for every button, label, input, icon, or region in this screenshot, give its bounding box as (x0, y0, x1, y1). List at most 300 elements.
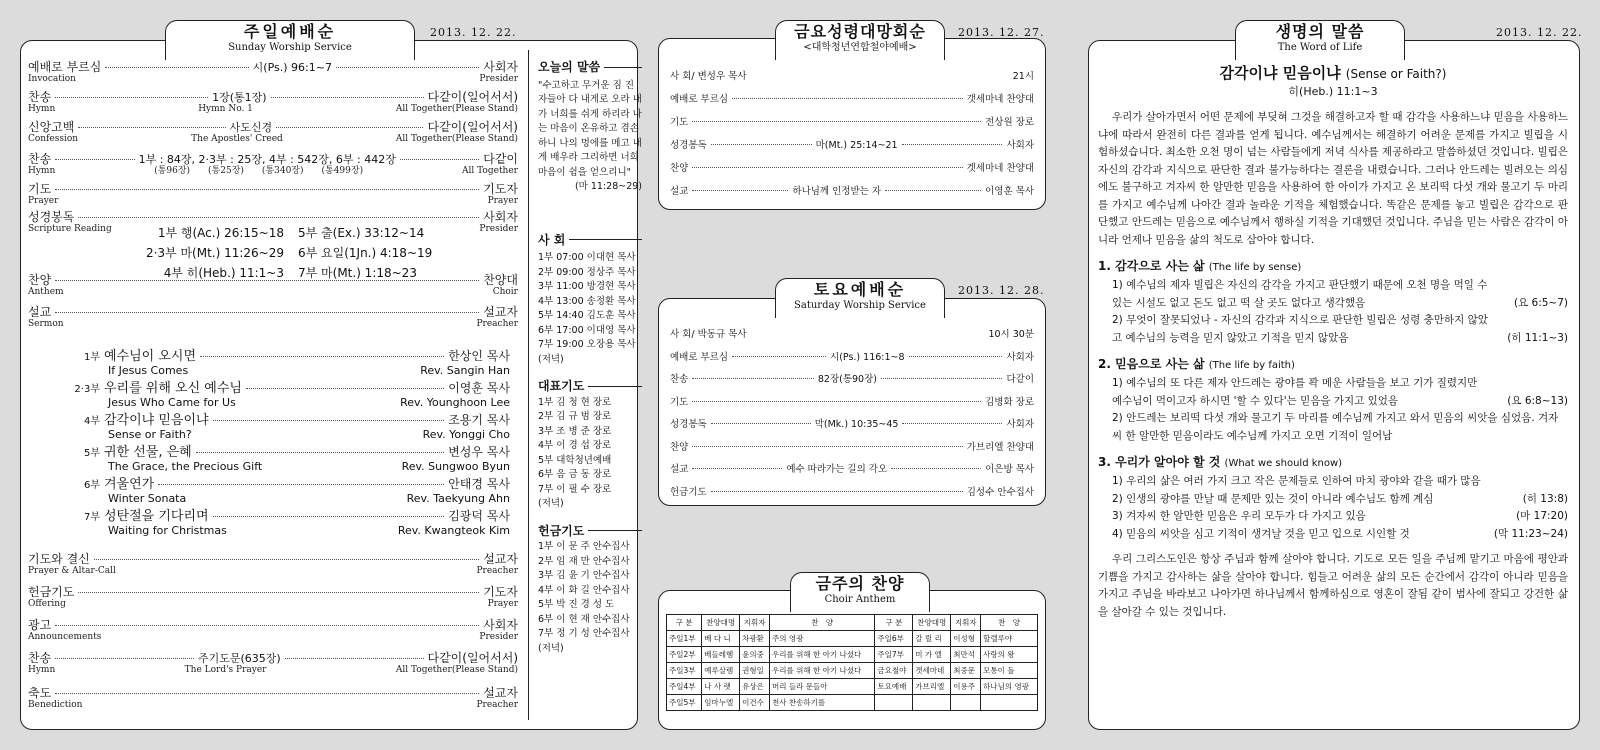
sidebar-list-item: 4부 이 화 길 안수집사 (538, 584, 630, 596)
order-item (28, 305, 518, 333)
order-item-name-en: Sermon (28, 319, 64, 329)
order-item-leader-en: Preacher (476, 700, 518, 710)
anthem-cell: 주일7부 (875, 647, 913, 663)
schedule-leader: 21시 (1012, 71, 1034, 82)
order-item-leader-en: All Together(Please Stand) (395, 134, 518, 144)
sermon-title-en: Sense or Faith? (108, 428, 192, 441)
order-item-leader-en: Prayer (487, 599, 518, 609)
schedule-item: 예배로 부르심 (670, 94, 729, 105)
anthem-cell: 갈 릴 리 (913, 631, 951, 647)
section-point-text: 1) 예수님의 또 다른 제자 안드레는 광야를 꽉 메운 사람들을 보고 기가 질렸지만 예수님이 먹이고자 하시면 '할 수 있다'는 믿음을 가지고 있었음 (1112, 377, 1478, 407)
order-item-leader-en: Presider (479, 74, 518, 84)
friday-title-tab (775, 20, 945, 60)
sidebar-list-item: 5부 박 진 경 성 도 (538, 599, 615, 610)
section-heading (1098, 257, 1568, 277)
sermon-title: 귀한 선물, 은혜 (104, 445, 192, 460)
order-item-leader: 다같이 (483, 152, 519, 166)
anthem-cell: 이용주 (951, 679, 981, 695)
schedule-item: 사 회/ 변성우 목사 (670, 71, 747, 82)
order-item-name-en: Scripture Reading (28, 224, 112, 234)
order-item (28, 552, 518, 580)
anthem-cell: 유상은 (740, 679, 770, 695)
anthem-cell: 최만석 (951, 647, 981, 663)
sidebar-list-item: 6부 이 현 재 안수집사 (538, 613, 630, 625)
order-item-name: 축도 (28, 686, 52, 700)
anthem-cell: 최중문 (951, 663, 981, 679)
schedule-leader: 이은방 목사 (985, 464, 1035, 475)
schedule-leader: 전상원 장로 (985, 117, 1034, 128)
sermon-service: 4부 (83, 416, 100, 427)
sidebar-list-item: 1부 07:00 이대현 목사 (538, 252, 636, 263)
order-item (28, 120, 518, 148)
order-item-name-en: Benediction (28, 700, 83, 710)
section-heading-en: (What we should know) (1224, 458, 1343, 469)
section-point-text: 2) 무엇이 잘못되었나 - 자신의 감각과 지식으로 판단한 빌립은 성령 충만하지 않았고 예수님의 능력을 믿지 않았고 기적을 믿지 않았음 (1112, 314, 1488, 344)
order-item-name-en: Announcements (28, 632, 102, 642)
anthem-cell (875, 695, 913, 711)
schedule-item: 설교 (670, 464, 689, 475)
section-point-ref: (마 17:20) (1516, 510, 1568, 522)
sermon-title: 겨울연가 (104, 477, 155, 492)
order-item-detail-en: The Apostles' Creed (191, 134, 283, 144)
sidebar-list-item: 7부 정 기 성 안수집사 (538, 628, 630, 639)
friday-title: 금요성령대망회순 (794, 22, 926, 41)
presider-heading (538, 233, 642, 248)
anthem-cell: 미 가 엘 (913, 647, 951, 663)
schedule-row (662, 114, 1042, 128)
order-item-name: 신앙고백 (28, 120, 75, 134)
sidebar-list-item: 1부 이 문 주 안수집사 (538, 541, 630, 552)
sermon-pastor: 조용기 목사 (448, 413, 510, 427)
order-item (28, 60, 518, 88)
order-item-leader-en: Presider (479, 632, 518, 642)
schedule-row (662, 461, 1042, 475)
rep-title: 대표기도 (538, 379, 585, 393)
order-item-detail: 1부 : 84장, 2·3부 : 25장, 4부 : 542장, 6부 : 442장 (138, 153, 396, 166)
anthem-header: 구 분 (875, 615, 913, 631)
sermon-item (60, 476, 510, 506)
sermon-pastor-en: Rev. Younghoon Lee (400, 396, 510, 409)
offer-title: 헌금기도 (538, 523, 585, 538)
order-item-name-en: Offering (28, 599, 66, 609)
section-point-ref: (요 6:8~13) (1507, 394, 1568, 407)
schedule-row (662, 394, 1042, 408)
order-item-leader-en: Choir (492, 287, 518, 297)
schedule-row (662, 137, 1042, 151)
anthem-cell: 이건수 (740, 695, 770, 711)
section-heading (1098, 453, 1568, 473)
reading: 6부 요일(1Jn.) 4:18~19 (298, 246, 433, 260)
anthem-header: 구 분 (667, 615, 702, 631)
section-point (1098, 526, 1568, 544)
sermon-closing: 우리 그리스도인은 항상 주님과 함께 살아야 합니다. 기도로 모든 일을 주님께 맡기고 마음에 평안과 기쁨을 가지고 감사하는 삶을 살아야 합니다. 힘들고 어려운 삶의 모든 순간에서 감각이 아니라 믿음을 가지고 주님을 바라보고 나아가면 하나님께서 함께하심으로 영혼이 잘됨 같이 범사에 잘되고 강건한 삶을 살아갈 수 있는 것입니다. (1098, 553, 1568, 618)
anthem-cell (981, 695, 1038, 711)
anthem-cell: 주일1부 (667, 631, 702, 647)
presider-list (538, 251, 642, 367)
anthem-cell: 주일6부 (875, 631, 913, 647)
schedule-detail: 82장(통90장) (817, 374, 877, 385)
word-title-tab (1235, 20, 1405, 60)
sermon-pastor-en: Rev. Yonggi Cho (422, 428, 510, 441)
schedule-item: 헌금기도 (670, 486, 707, 498)
schedule-row (662, 160, 1042, 174)
anthem-cell: 가브리엘 (913, 679, 951, 695)
anthem-cell: 하나님의 영광 (981, 679, 1038, 695)
offer-list (538, 540, 642, 656)
sermon-intro: 우리가 살아가면서 어떤 문제에 부딪혀 그것을 해결하고자 할 때 감각을 사용하느냐 믿음을 사용하느냐에 따라서 완전히 다른 결과를 얻게 됩니다. 예수님께서는 해결하기 어려운 문제를 가지고 빌립을 시험하셨습니다. 최소한 오천 명이 넘는 사람들에게 저녁 식사를 제공하라고 말씀하셨던 것입니다. 빌립은 자신의 감각과 지식으로 판단한 결과 불가능하다는 결론을 내렸습니다. 그러나 안드레는 빌려오는 의심에도 불구하고 겨자씨 한 알만한 믿음을 사용하여 한 아이가 가지고 온 보리떡 다섯 개와 물고기 두 마리를 가지고 예수님께 나아간 결과 놀라운 기적을 체험했습니다. 똑같은 문제를 놓고 빌립은 감각으로 판단했고 안드레는 믿음으로 예수님께서 행하실 기적을 기대했던 것입니다. 주님을 믿는 사람은 감각이 아니라 언제나 믿음을 삶의 척도로 삼아야 합니다. (1098, 111, 1568, 246)
anthem-row (667, 631, 1038, 647)
section-point (1098, 508, 1568, 526)
friday-date: 2013. 12. 27. (958, 26, 1045, 39)
sermon-title-en: Winter Sonata (108, 492, 187, 505)
schedule-leader: 가브리엘 찬양대 (966, 441, 1034, 453)
sermon-pastor-en: Rev. Sangin Han (420, 364, 510, 377)
order-item-name: 성경봉독 (28, 210, 75, 224)
section-list (1098, 473, 1568, 543)
order-item-leader: 다같이(일어서서) (427, 120, 518, 134)
sermon-service: 5부 (83, 448, 100, 459)
order-item-name: 헌금기도 (28, 585, 75, 599)
anthem-cell: 베들레헴 (702, 647, 740, 663)
anthem-row (667, 695, 1038, 711)
anthem-cell: 모통이 돌 (981, 663, 1038, 679)
sidebar-list-item: 6부 17:00 이대영 목사 (538, 324, 636, 336)
order-item-name-en: Anthem (28, 287, 64, 297)
anthem-row (667, 679, 1038, 695)
anthem-header: 지휘자 (951, 615, 981, 631)
schedule-leader: 사회자 (1006, 419, 1035, 430)
anthem-cell: 우리를 위해 한 아기 나셨다 (770, 663, 875, 679)
anthem-header: 찬 양 (981, 615, 1038, 631)
sidebar-list-item: 6부 음 금 동 장로 (538, 469, 612, 480)
sunday-subtitle: Sunday Worship Service (228, 42, 352, 53)
anthem-cell: 주일4부 (667, 679, 702, 695)
section-heading-ko: 2. 믿음으로 사는 삶 (1098, 357, 1205, 371)
section-point-text: 4) 믿음의 씨앗을 심고 기적이 생겨날 것을 믿고 입으로 시인할 것 (1112, 527, 1410, 540)
sidebar-list-item: 3부 11:00 방경현 목사 (538, 281, 636, 292)
order-item-leader-en: All Together (462, 166, 518, 176)
verse-text: "수고하고 무거운 짐 진 자들아 다 내게로 오라 내가 너희를 쉬게 하리라 나는 마음이 온유하고 겸손하니 나의 멍에를 메고 내게 배우라 그리하면 너희 마음이 쉼을 얻으리니" (538, 79, 642, 178)
schedule-row (662, 68, 1042, 82)
anthem-cell: 토요예배 (875, 679, 913, 695)
sermon-title-en: If Jesus Comes (108, 364, 189, 377)
sermon-pastor: 변성우 목사 (448, 445, 510, 459)
schedule-row (662, 416, 1042, 430)
order-item-leader: 설교자 (483, 305, 518, 319)
order-item-name: 기도와 결신 (28, 552, 90, 566)
saturday-title-tab (775, 278, 945, 318)
sermon-pastor: 안태경 목사 (448, 477, 510, 491)
sermon-title-en: The Grace, the Precious Gift (108, 460, 263, 473)
sermon-title-en: Waiting for Christmas (108, 524, 227, 537)
schedule-item: 찬양 (670, 163, 689, 174)
anthem-header-row (667, 615, 1038, 631)
sidebar-list-item: 4부 이 경 섭 장로 (538, 440, 612, 451)
section-point-ref: (히 13:8) (1522, 492, 1568, 505)
order-item (28, 686, 518, 714)
order-item-leader: 기도자 (483, 585, 518, 599)
sermon-item (60, 508, 510, 538)
order-item-name-en: Prayer (28, 196, 59, 206)
order-item-detail: 시(Ps.) 96:1~7 (252, 61, 332, 74)
sidebar-list-item: 2부 김 규 범 장로 (538, 411, 612, 422)
sidebar-list-item: 7부 이 필 수 장로 (538, 483, 612, 495)
sermon-heading-en: (Sense or Faith?) (1345, 67, 1447, 81)
scripture-readings (128, 224, 458, 281)
sermon-title: 우리를 위해 오신 예수님 (104, 381, 242, 396)
anthem-cell: 겟세마네 (913, 663, 951, 679)
sermon-heading-ko: 감각이냐 믿음이냐 (1219, 64, 1341, 82)
sunday-title-tab (165, 20, 415, 60)
section-point-ref: (막 11:23~24) (1493, 527, 1568, 540)
order-item (28, 618, 518, 646)
verse-ref: (마 11:28~29) (574, 181, 642, 192)
anthem-cell: 할렐루야 (981, 631, 1038, 647)
anthem-row (667, 647, 1038, 663)
sermon-title: 예수님이 오시면 (104, 349, 197, 364)
schedule-item: 성경봉독 (670, 140, 707, 151)
anthem-title: 금주의 찬양 (815, 574, 905, 593)
reading: 7부 마(Mt.) 1:18~23 (298, 266, 417, 280)
schedule-leader: 사회자 (1006, 351, 1034, 363)
reading: 2·3부 마(Mt.) 11:26~29 (145, 246, 284, 260)
anthem-header: 찬양대명 (702, 615, 740, 631)
sidebar-list-item: (저녁) (538, 353, 564, 365)
section-point-text: 3) 겨자씨 한 알만한 믿음은 우리 모두가 다 가지고 있음 (1112, 510, 1366, 522)
anthem-cell (951, 695, 981, 711)
schedule-leader: 이영훈 목사 (985, 186, 1034, 197)
sidebar-list-item: 5부 14:40 김도훈 목사 (538, 310, 636, 321)
anthem-cell: 예루살렘 (702, 663, 740, 679)
schedule-leader: 겟세마네 찬양대 (966, 163, 1034, 174)
section-point-ref: (요 6:5~7) (1513, 296, 1568, 309)
order-item-name: 예배로 부르심 (28, 60, 102, 74)
anthem-table-wrap (666, 614, 1038, 711)
reading: 4부 히(Heb.) 11:1~3 (163, 266, 284, 280)
word-body (1098, 62, 1568, 621)
section-heading (1098, 355, 1568, 375)
section-point (1098, 410, 1568, 445)
anthem-table (666, 614, 1038, 711)
section-list (1098, 277, 1568, 347)
schedule-row (662, 439, 1042, 453)
anthem-header: 찬 양 (770, 615, 875, 631)
section-heading-ko: 1. 감각으로 사는 삶 (1098, 259, 1205, 273)
section-point (1098, 491, 1568, 509)
saturday-title: 토요예배순 (813, 280, 907, 299)
anthem-row (667, 663, 1038, 679)
anthem-cell: 베 다 니 (702, 631, 740, 647)
sermon-ref: 히(Heb.) 11:1~3 (1288, 85, 1378, 98)
order-item-leader: 찬양대 (483, 273, 518, 287)
anthem-title-tab (790, 572, 930, 612)
anthem-cell: 주일5부 (667, 695, 702, 711)
order-item-leader-en: Presider (479, 224, 518, 234)
schedule-item: 찬송 (670, 374, 689, 385)
section-point (1098, 312, 1568, 347)
sidebar (538, 60, 642, 656)
verse-heading (538, 60, 642, 75)
order-item-detail: 주기도문(635장) (197, 652, 281, 665)
sidebar-list-item: 7부 19:00 오장용 목사 (538, 339, 636, 350)
section-point-text: 1) 예수님의 제자 빌립은 자신의 감각을 가지고 판단했기 때문에 오천 명을 먹일 수 있는 시설도 없고 돈도 없고 떡 살 곳도 없다고 생각했음 (1112, 279, 1488, 309)
order-item-name-en: Prayer & Altar-Call (28, 566, 116, 576)
section-heading-en: (The life by sense) (1208, 262, 1302, 273)
schedule-detail: 시(Ps.) 116:1~8 (830, 351, 905, 363)
schedule-row (662, 484, 1042, 498)
order-item-name-en: Invocation (28, 74, 76, 84)
order-item (28, 182, 518, 210)
word-date: 2013. 12. 22. (1496, 26, 1583, 39)
order-item-detail-en: Hymn No. 1 (198, 104, 253, 114)
order-item-leader-en: Prayer (487, 196, 518, 206)
schedule-row (662, 183, 1042, 197)
offer-heading (538, 524, 642, 539)
presider-title: 사 회 (538, 232, 566, 247)
sermon-pastor: 김광덕 목사 (448, 509, 510, 523)
sermon-title: 감각이냐 믿음이냐 (104, 413, 209, 428)
section-heading-ko: 3. 우리가 알아야 할 것 (1098, 455, 1221, 469)
order-item-leader: 사회자 (483, 618, 518, 632)
order-item-name-en: Confession (28, 134, 79, 144)
rep-heading (538, 379, 642, 394)
anthem-header: 찬양대명 (913, 615, 951, 631)
sermon-service: 2·3부 (74, 384, 100, 395)
anthem-subtitle: Choir Anthem (824, 594, 896, 605)
schedule-row (662, 371, 1042, 385)
sermon-item (60, 444, 510, 474)
schedule-leader: 다같이 (1006, 374, 1035, 385)
sermon-item (60, 412, 510, 442)
reading: 5부 출(Ex.) 33:12~14 (298, 226, 425, 240)
sidebar-list-item: 3부 김 윤 기 안수집사 (538, 570, 630, 581)
anthem-cell: 천사 찬송하기를 (770, 695, 875, 711)
rep-list (538, 396, 642, 512)
order-item-detail-en: (통96장) (통25장) (통340장) (통499장) (154, 166, 364, 176)
sidebar-list-item: 2부 임 재 만 안수집사 (538, 555, 630, 567)
anthem-cell: 머리 들라 문들아 (770, 679, 875, 695)
anthem-cell: 주일3부 (667, 663, 702, 679)
sidebar-list-item: 5부 대학청년예배 (538, 454, 612, 466)
anthem-cell: 차광환 (740, 631, 770, 647)
sermon-service: 1부 (83, 352, 100, 363)
schedule-item: 예배로 부르심 (670, 351, 729, 363)
schedule-item: 찬양 (670, 441, 689, 453)
sidebar-list-item: 1부 김 청 현 장로 (538, 396, 612, 408)
anthem-cell: 이성형 (951, 631, 981, 647)
sunday-date: 2013. 12. 22. (430, 26, 517, 39)
section-point (1098, 277, 1568, 312)
sermon-item (60, 380, 510, 410)
order-item-name-en: Hymn (28, 166, 56, 176)
order-item-leader: 설교자 (483, 552, 518, 566)
sermon-item (60, 348, 510, 378)
anthem-cell: 사랑의 왕 (981, 647, 1038, 663)
schedule-detail: 하나님께 인정받는 자 (792, 186, 882, 197)
anthem-cell (913, 695, 951, 711)
order-item-name: 찬양 (28, 273, 52, 287)
order-item (28, 152, 518, 180)
order-item (28, 651, 518, 679)
verse-title: 오늘의 말씀 (538, 60, 601, 74)
schedule-detail: 마(Mt.) 25:14~21 (815, 140, 898, 151)
sermon-heading (1098, 62, 1568, 83)
order-item (28, 585, 518, 613)
order-item-leader: 사회자 (483, 60, 519, 74)
order-item-leader: 사회자 (483, 210, 518, 224)
reading: 1부 행(Ac.) 26:15~18 (157, 226, 284, 240)
anthem-cell: 금요철야 (875, 663, 913, 679)
sermon-pastor: 이영훈 목사 (448, 381, 510, 395)
order-item-leader: 다같이(일어서서) (427, 651, 519, 665)
sidebar-list-item: 3부 조 병 준 장로 (538, 425, 612, 437)
section-list (1098, 375, 1568, 445)
order-item (28, 90, 518, 118)
word-title: 생명의 말씀 (1275, 22, 1365, 41)
schedule-item: 성경봉독 (670, 419, 707, 430)
order-item-leader-en: Preacher (476, 319, 518, 329)
word-subtitle: The Word of Life (1277, 42, 1363, 53)
sidebar-list-item: (저녁) (538, 498, 564, 509)
anthem-header: 지휘자 (740, 615, 770, 631)
sermon-title: 성탄절을 기다리며 (104, 509, 209, 524)
section-point (1098, 375, 1568, 410)
schedule-item: 사 회/ 박동규 목사 (670, 329, 747, 340)
order-item-name: 설교 (28, 305, 52, 319)
anthem-cell: 주일2부 (667, 647, 702, 663)
order-item-name-en: Hymn (28, 104, 56, 114)
saturday-subtitle: Saturday Worship Service (794, 300, 926, 311)
schedule-detail: 예수 따라가는 길의 각오 (786, 464, 888, 475)
section-point (1098, 473, 1568, 491)
order-item-detail: 1장(통1장) (212, 91, 267, 104)
order-item-leader: 설교자 (483, 686, 518, 700)
saturday-date: 2013. 12. 28. (958, 284, 1045, 297)
order-item-leader-en: All Together(Please Stand) (395, 104, 518, 114)
order-item-name: 찬송 (28, 152, 52, 166)
section-point-ref: (히 11:1~3) (1507, 331, 1568, 344)
schedule-item: 기도 (670, 396, 689, 408)
anthem-cell: 임마누엘 (702, 695, 740, 711)
schedule-row (662, 326, 1042, 340)
anthem-cell: 주의 영광 (770, 631, 875, 647)
schedule-leader: 김성수 안수집사 (966, 486, 1034, 498)
schedule-row (662, 91, 1042, 105)
schedule-leader: 사회자 (1006, 140, 1035, 151)
sermon-pastor-en: Rev. Sungwoo Byun (401, 460, 510, 473)
sermon-pastor-en: Rev. Kwangteok Kim (397, 524, 510, 537)
section-point-text: 2) 인생의 광야를 만날 때 문제만 있는 것이 아니라 예수님도 함께 계심 (1112, 492, 1434, 505)
sermon-pastor-en: Rev. Taekyung Ahn (406, 492, 510, 505)
order-item-leader-en: Preacher (476, 566, 518, 576)
order-item-leader: 기도자 (483, 182, 518, 196)
schedule-detail: 막(Mk.) 10:35~45 (814, 419, 899, 430)
schedule-leader: 김병화 장로 (985, 396, 1034, 408)
schedule-item: 설교 (670, 186, 689, 197)
schedule-leader: 10시 30분 (988, 329, 1034, 340)
schedule-item: 기도 (670, 117, 689, 128)
sidebar-list-item: (저녁) (538, 642, 564, 654)
order-item-name: 찬송 (28, 651, 52, 665)
sidebar-divider (528, 50, 530, 720)
sunday-title: 주일예배순 (243, 22, 337, 41)
order-item-name: 광고 (28, 618, 52, 632)
schedule-leader: 갯세마네 찬양대 (966, 94, 1034, 105)
section-point-text: 2) 안드레는 보리떡 다섯 개와 물고기 두 마리를 예수님께 가지고 와서 믿음의 씨앗을 심었음. 겨자씨 한 알만한 믿음이라도 예수님께 가지고 오면 기적이 일어남 (1112, 412, 1559, 442)
sermon-sections (1098, 257, 1568, 543)
order-item-name: 찬송 (28, 90, 52, 104)
order-item-name: 기도 (28, 182, 52, 196)
